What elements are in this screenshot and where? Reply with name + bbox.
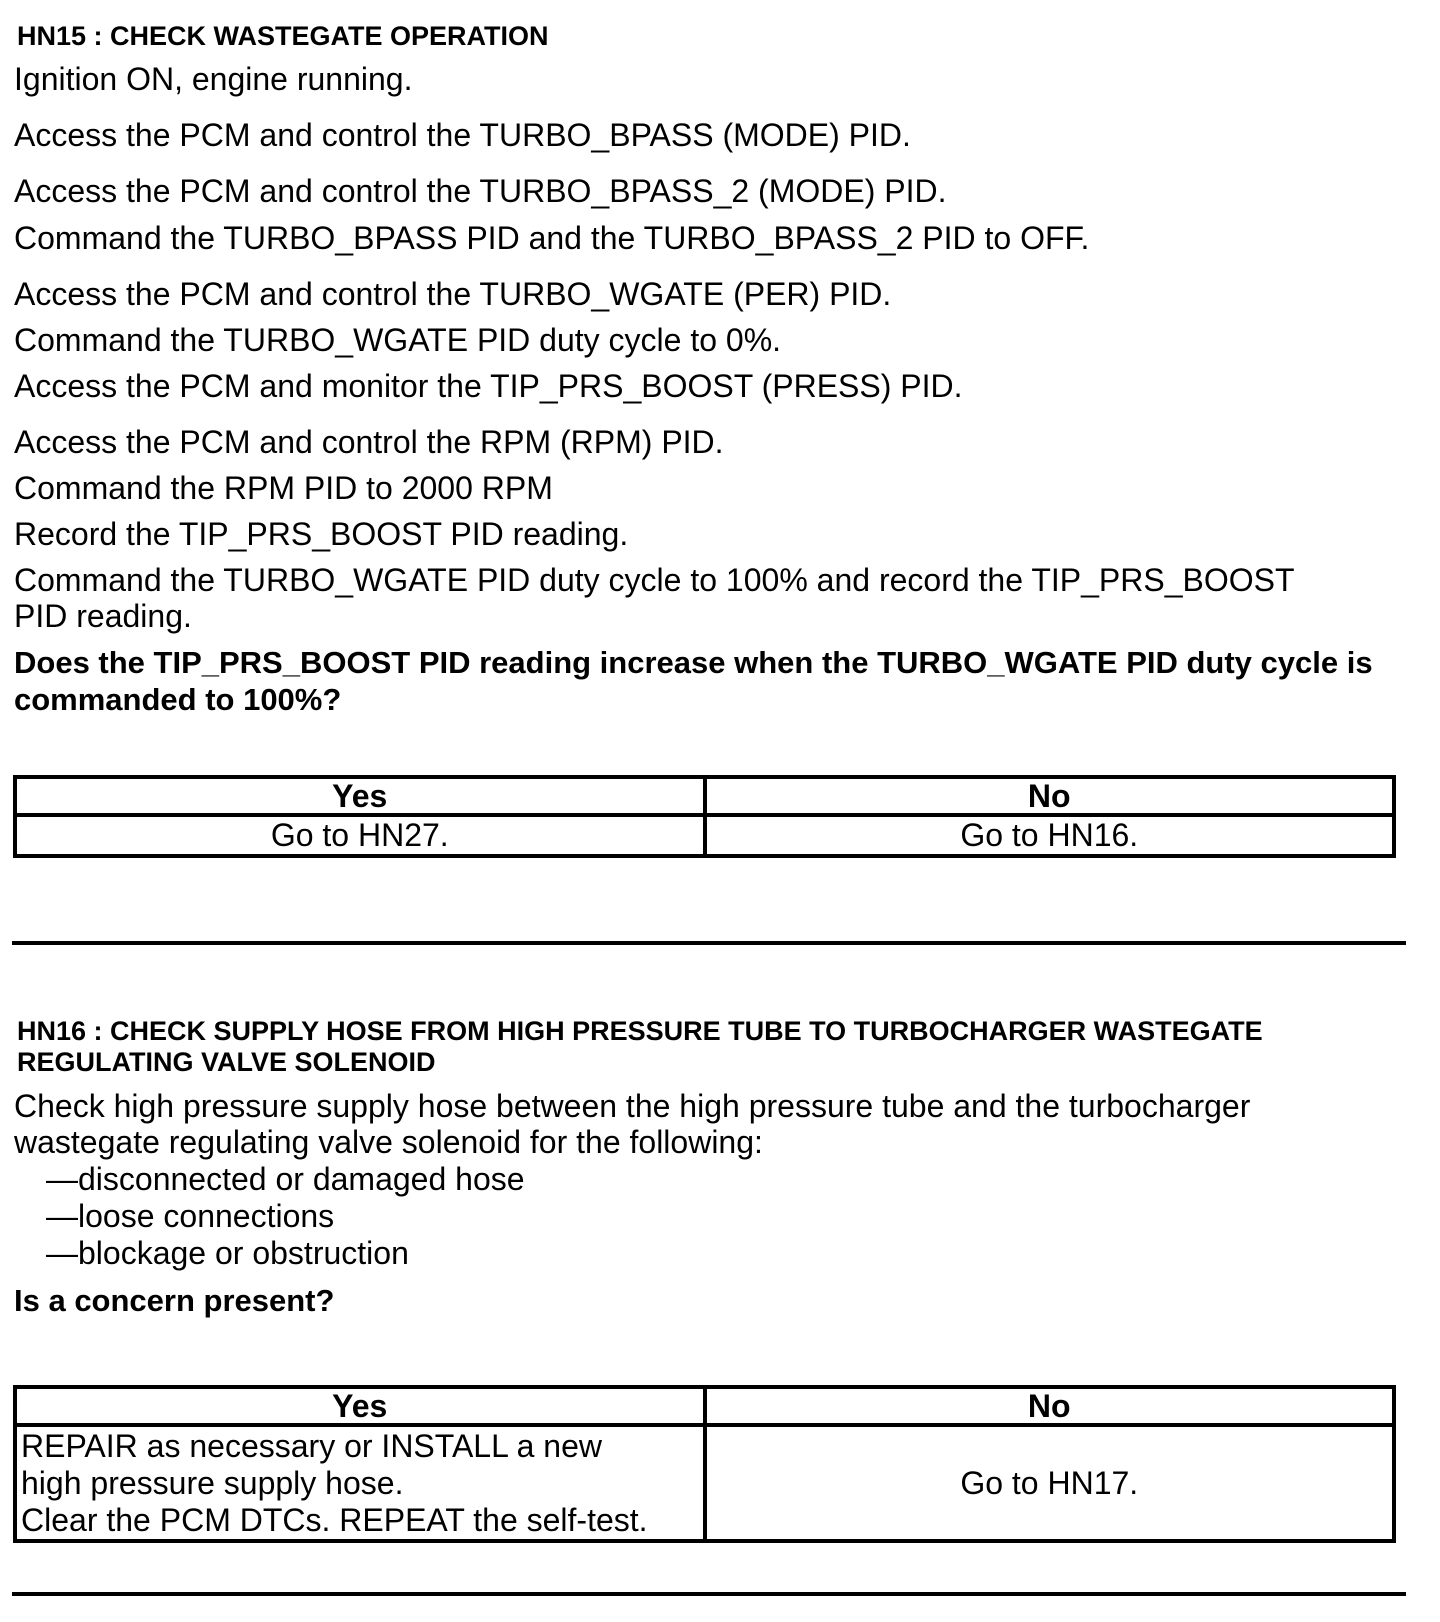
instruction-line: Command the TURBO_WGATE PID duty cycle to 100% and record the TIP_PRS_BOOST — [14, 562, 1295, 598]
instruction-line: Command the RPM PID to 2000 RPM — [14, 470, 553, 506]
step-question-hn16: Is a concern present? — [14, 1283, 335, 1318]
instruction-line: Record the TIP_PRS_BOOST PID reading. — [14, 516, 629, 552]
instruction-line: Access the PCM and control the TURBO_WGATE (PER) PID. — [14, 276, 892, 312]
section-divider — [12, 941, 1406, 945]
yes-action: Go to HN27. — [15, 815, 705, 856]
yes-action — [15, 1425, 705, 1541]
no-action: Go to HN17. — [705, 1425, 1395, 1541]
instruction-line: Ignition ON, engine running. — [14, 61, 413, 97]
no-action: Go to HN16. — [705, 815, 1395, 856]
yes-header: Yes — [15, 1387, 705, 1425]
yes-header: Yes — [15, 777, 705, 815]
section-divider — [12, 1592, 1406, 1596]
instruction-line: Access the PCM and control the RPM (RPM) PID. — [14, 424, 724, 460]
step-heading-hn15: HN15 : CHECK WASTEGATE OPERATION — [17, 21, 549, 51]
instruction-line: Access the PCM and control the TURBO_BPASS_2 (MODE) PID. — [14, 173, 947, 209]
step-question-hn15: Does the TIP_PRS_BOOST PID reading increase when the TURBO_WGATE PID duty cycle is commanded to 100%? — [14, 645, 1373, 717]
check-item: —blockage or obstruction — [46, 1235, 409, 1271]
check-item: —disconnected or damaged hose — [46, 1161, 525, 1197]
step-heading-hn16-cont: REGULATING VALVE SOLENOID — [17, 1047, 436, 1077]
instruction-line: Command the TURBO_WGATE PID duty cycle to 0%. — [14, 322, 782, 358]
instruction-line: PID reading. — [14, 598, 192, 634]
result-table-hn16 — [13, 1385, 1396, 1543]
yes-action-line: REPAIR as necessary or INSTALL a new — [21, 1427, 602, 1464]
no-header: No — [705, 1387, 1395, 1425]
yes-action-line: high pressure supply hose. — [21, 1464, 404, 1501]
instruction-line: wastegate regulating valve solenoid for the following: — [14, 1124, 763, 1160]
step-heading-hn16: HN16 : CHECK SUPPLY HOSE FROM HIGH PRESSURE TUBE TO TURBOCHARGER WASTEGATE — [17, 1016, 1263, 1046]
instruction-line: Command the TURBO_BPASS PID and the TURBO_BPASS_2 PID to OFF. — [14, 220, 1090, 256]
check-item: —loose connections — [46, 1198, 335, 1234]
instruction-line: Check high pressure supply hose between the high pressure tube and the turbocharger — [14, 1088, 1251, 1124]
result-table-hn15 — [13, 775, 1396, 858]
instruction-line: Access the PCM and control the TURBO_BPASS (MODE) PID. — [14, 117, 911, 153]
instruction-line: Access the PCM and monitor the TIP_PRS_BOOST (PRESS) PID. — [14, 368, 963, 404]
no-header: No — [705, 777, 1395, 815]
yes-action-line: Clear the PCM DTCs. REPEAT the self-test. — [21, 1501, 648, 1538]
